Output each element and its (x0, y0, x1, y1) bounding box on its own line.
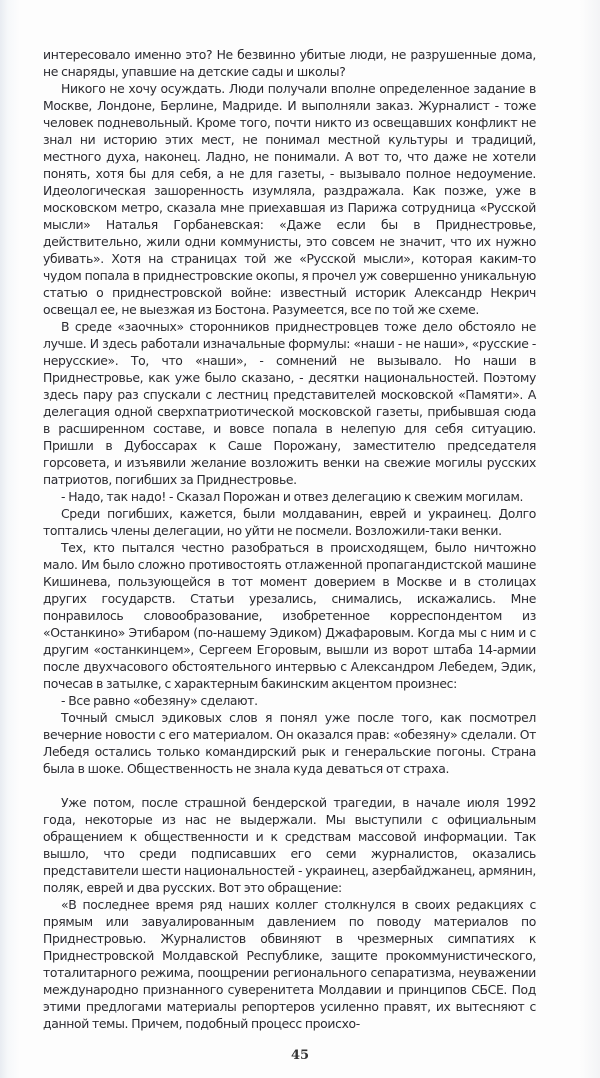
page-number: 45 (290, 1048, 310, 1063)
paragraph: Среди погибших, кажется, были молдаванин, еврей и украинец. Долго топтались члены делегации, но уйти не посмели. Возложили-таки венки. (43, 506, 536, 538)
paragraph: Точный смысл эдиковых слов я понял уже после того, как посмотрел вечерние новости с его материалом. Он оказался прав: «обезяну» сделали. От Лебедя остались только командирский рык и генеральские погоны. Страна была в шоке. Общественность не знала куда деваться от страха. (43, 710, 536, 776)
paragraph: «В последнее время ряд наших коллег столкнулся в своих редакциях с прямым или завуалированным давлением по поводу материалов по Приднестровью. Журналистов обвиняют в чрезмерных симпатиях к Приднестровской Молдавской Республике, защите прокоммунистического, тоталитарного режима, поощрении регионального сепаратизма, неуважении международно признанного суверенитета Молдавии и принципов СБСЕ. Под этими предлогами материалы репортеров усиленно правят, их вытесняют с данной темы. Причем, подобный процесс происхо- (43, 897, 536, 1031)
paragraph: - Надо, так надо! - Сказал Порожан и отвез делегацию к свежим могилам. (61, 489, 524, 504)
paragraph: Никого не хочу осуждать. Люди получали вполне определенное задание в Москве, Лондоне, Берлине, Мадриде. И выполняли заказ. Журналист - тоже человек подневольный. Кроме того, почти никто из освещавших конфликт не знал ни историю этих мест, не понимал местной культуры и традиций, местного духа, наконец. Ладно, не понимали. А вот то, что даже не хотели понять, хотя бы для себя, а не для газеты, - вызывало полное недоумение. Идеологическая зашоренность изумляла, раздражала. Как позже, уже в московском метро, сказала мне приехавшая из Парижа сотрудница «Русской мысли» Наталья Горбаневская: «Даже если бы в Приднестровье, действительно, жили одни коммунисты, это совсем не значит, что их нужно убивать». Хотя на страницах той же «Русской мысли», которая каким-то чудом попала в приднестровские окопы, я прочел уж совершенно уникальную статью о приднестровской войне: известный историк Александр Некрич освещал ее, не выезжая из Бостона. Разумеется, все по той же схеме. (43, 81, 536, 317)
paragraph: Тех, кто пытался честно разобраться в происходящем, было ничтожно мало. Им было сложно противостоять отлаженной пропагандистской машине Кишинева, пользующейся в тот момент доверием в Москве и в столицах других государств. Статьи урезались, снимались, искажались. Мне понравилось словообразование, изобретенное корреспондентом из «Останкино» Этибаром (по-нашему Эдиком) Джафаровым. Когда мы с ним и с другим «останкинцем», Сергеем Егоровым, вышли из ворот штаба 14-армии после двухчасового обстоятельного интервью с Александром Лебедем, Эдик, почесав в затылке, с характерным бакинским акцентом произнес: (43, 540, 536, 691)
body-text (43, 46, 536, 1032)
paragraph: интересовало именно это? Не безвинно убитые люди, не разрушенные дома, не снаряды, упавшие на детские сады и школы? (43, 47, 536, 79)
paragraph: В среде «заочных» сторонников приднестровцев тоже дело обстояло не лучше. И здесь работали изначальные формулы: «наши - не наши», «русские - нерусские». То, что «наши», - сомнений не вызывало. Но наши в Приднестровье, как уже было сказано, - десятки национальностей. Поэтому здесь пару раз спускали с лестниц представителей московской «Памяти». А делегация одной сверхпатриотической московской газеты, прибывшая сюда в расширенном составе, и вовсе попала в нелепую для себя ситуацию. Пришли в Дубоссарах к Саше Порожану, заместителю председателя горсовета, и изъявили желание возложить венки на свежие могилы русских патриотов, погибших за Приднестровье. (43, 319, 536, 487)
paragraph: - Все равно «обезяну» сделают. (61, 693, 258, 708)
paragraph: Уже потом, после страшной бендерской трагедии, в начале июля 1992 года, некоторые из нас не выдержали. Мы выступили с официальным обращением к общественности и к средствам массовой информации. Так вышло, что среди подписавших его семи журналистов, оказались представители шести национальностей - украинец, азербайджанец, армянин, поляк, еврей и два русских. Вот это обращение: (43, 795, 536, 895)
